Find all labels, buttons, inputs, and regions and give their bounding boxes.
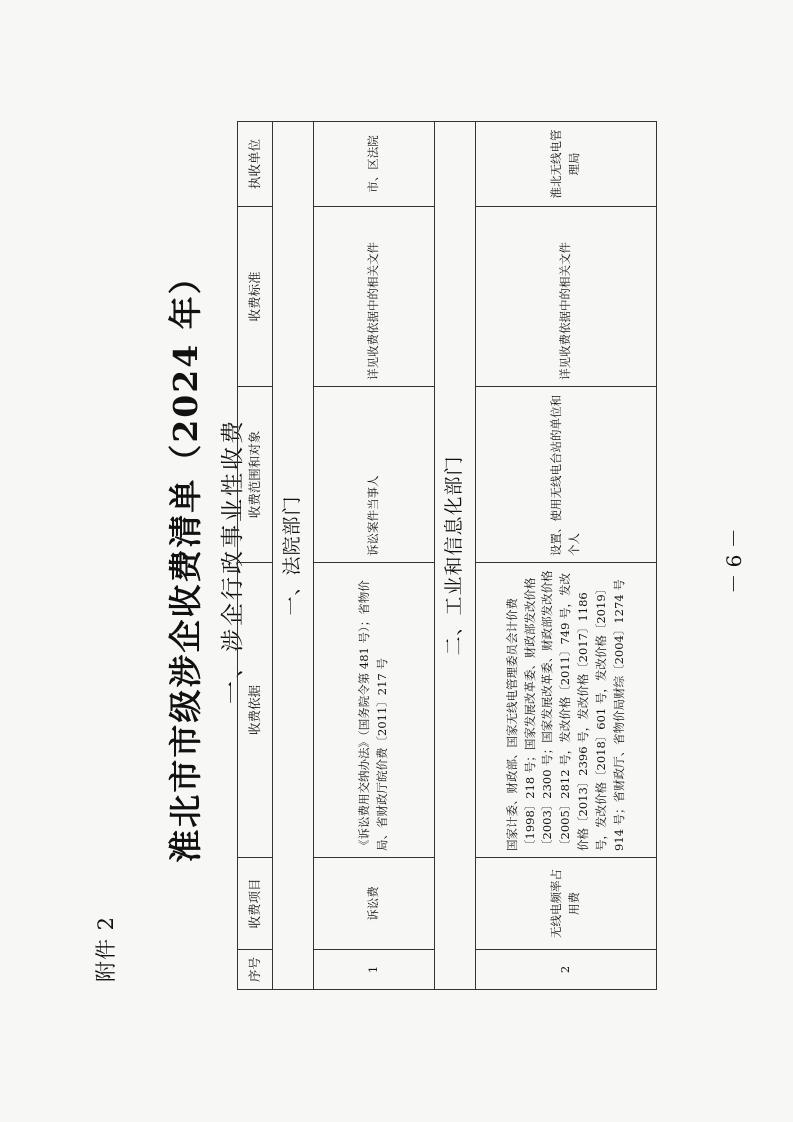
cell-standard: 详见收费依据中的相关文件 [314,207,434,387]
fee-table [237,121,657,990]
cell-basis: 《诉讼费用交纳办法》（国务院令第 481 号）；省物价局、省财政厅皖价费〔2011〕217 号 [314,563,434,858]
cell-item: 诉讼费 [314,858,434,950]
cell-no: 1 [314,950,434,990]
annex-label: 附件 2 [94,915,118,982]
cell-scope: 设置、使用无线电台站的单位和个人 [476,387,657,563]
table-row [314,122,434,990]
cell-unit: 市、区法院 [314,122,434,207]
section-title: 一、法院部门 [273,122,314,990]
cell-scope: 诉讼案件当事人 [314,387,434,563]
section-row [273,122,314,990]
section-title: 二、工业和信息化部门 [434,122,475,990]
header-standard: 收费标准 [238,207,273,387]
table-row [476,122,657,990]
section-subtitle: 一、涉企行政事业性收费 [220,418,246,704]
cell-no: 2 [476,950,657,990]
header-unit: 执收单位 [238,122,273,207]
cell-item: 无线电频率占用费 [476,858,657,950]
header-no: 序号 [238,950,273,990]
cell-basis: 国家计委、财政部、国家无线电管理委员会计价费〔1998〕218 号；国家发展改革委、财政部发改价格〔2003〕2300 号；国家发展改革委、财政部发改价格〔2005〕2812 号，发改价格〔2011〕749 号，发改价格〔2013〕2396 号，发改价格〔2017〕1186 号，发改价格〔2018〕601 号，发改价格〔2019〕914 号；省财政厅、省物价局财综〔2004〕1274 号 [476,563,657,858]
cell-unit: 淮北无线电管理局 [476,122,657,207]
section-row [434,122,475,990]
header-scope: 收费范围和对象 [238,387,273,563]
page-title: 淮北市市级涉企收费清单（2024 年） [166,259,205,863]
header-basis: 收费依据 [238,563,273,858]
cell-standard: 详见收费依据中的相关文件 [476,207,657,387]
table-header-row [238,122,273,990]
page-number: － 6 － [722,528,746,594]
header-item: 收费项目 [238,858,273,950]
